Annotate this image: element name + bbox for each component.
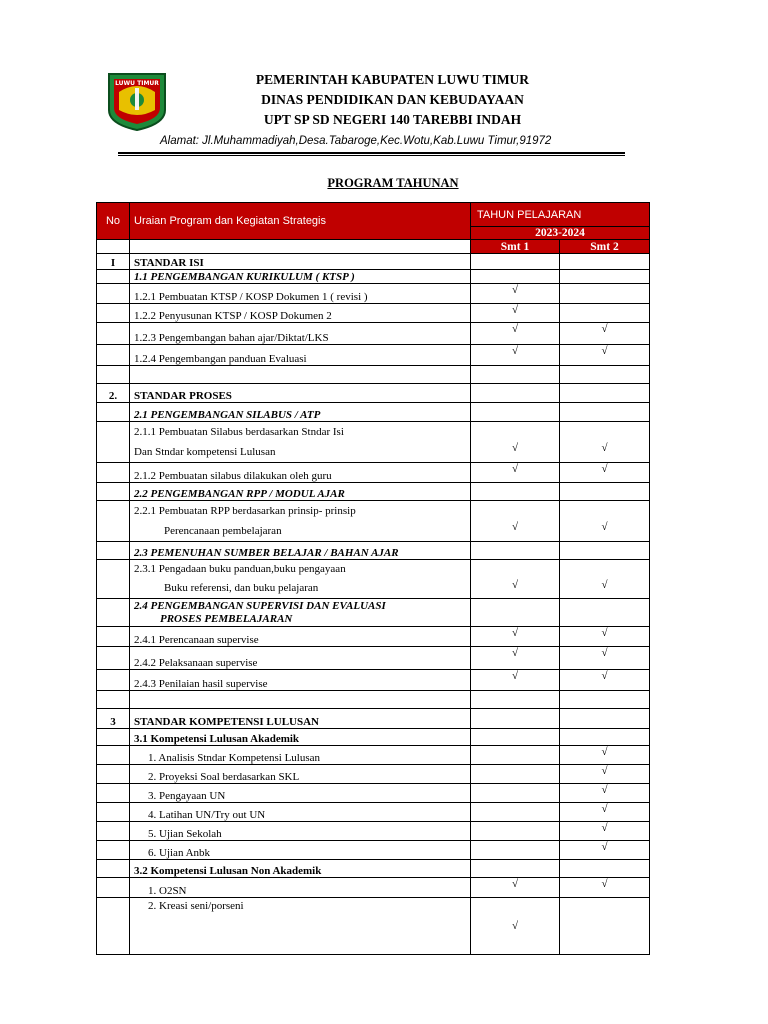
table-row: 1. O2SN √ √ <box>97 878 650 898</box>
table-row: 2.2.1 Pembuatan RPP berdasarkan prinsip- prinsip Perencanaan pembelajaran √ √ <box>97 501 650 542</box>
table-row: 2.4 PENGEMBANGAN SUPERVISI DAN EVALUASI PROSES PEMBELAJARAN <box>97 599 650 627</box>
check-smt1: √ <box>471 463 560 483</box>
check-smt1: √ <box>471 898 560 955</box>
check-smt2: √ <box>560 627 650 647</box>
table-row: I STANDAR ISI <box>97 254 650 270</box>
table-row: 2. Kreasi seni/porseni √ <box>97 898 650 955</box>
table-row: 2.4.1 Perencanaan supervise √ √ <box>97 627 650 647</box>
check-smt1: √ <box>471 323 560 345</box>
table-row: 2.1.1 Pembuatan Silabus berdasarkan Stndar Isi Dan Stndar kompetensi Lulusan √ √ <box>97 422 650 463</box>
check-smt2: √ <box>560 878 650 898</box>
luwu-timur-logo <box>105 70 169 132</box>
table-row: 2.2 PENGEMBANGAN RPP / MODUL AJAR <box>97 483 650 501</box>
check-smt1: √ <box>471 501 560 542</box>
header-address: Alamat: Jl.Muhammadiyah,Desa.Tabaroge,Kec.Wotu,Kab.Luwu Timur,91972 <box>160 135 552 147</box>
check-smt2: √ <box>560 323 650 345</box>
header-rule-thin <box>118 155 625 156</box>
check-smt1: √ <box>471 560 560 599</box>
table-row: 3.1 Kompetensi Lulusan Akademik <box>97 729 650 746</box>
header-rule <box>118 152 625 154</box>
table-row: 2. STANDAR PROSES <box>97 384 650 403</box>
table-row: 4. Latihan UN/Try out UN √ <box>97 803 650 822</box>
col-header-smt1: Smt 1 <box>471 240 560 254</box>
table-row: 6. Ujian Anbk √ <box>97 841 650 860</box>
col-header-year: 2023-2024 <box>471 227 650 240</box>
check-smt2: √ <box>560 345 650 366</box>
svg-text:LUWU TIMUR: LUWU TIMUR <box>115 80 159 87</box>
check-smt1: √ <box>471 422 560 463</box>
check-smt2: √ <box>560 841 650 860</box>
table-row: 2.4.2 Pelaksanaan supervise √ √ <box>97 647 650 670</box>
check-smt2: √ <box>560 784 650 803</box>
header-line-3: UPT SP SD NEGERI 140 TAREBBI INDAH <box>263 112 522 127</box>
check-smt2: √ <box>560 463 650 483</box>
table-row: 2.4.3 Penilaian hasil supervise √ √ <box>97 670 650 691</box>
document-title: PROGRAM TAHUNAN <box>327 176 459 190</box>
col-header-smt2: Smt 2 <box>560 240 650 254</box>
header-line-2: DINAS PENDIDIKAN DAN KEBUDAYAAN <box>261 92 524 107</box>
check-smt1: √ <box>471 647 560 670</box>
table-row: 5. Ujian Sekolah √ <box>97 822 650 841</box>
table-row: 2. Proyeksi Soal berdasarkan SKL √ <box>97 765 650 784</box>
col-header-no: No <box>97 203 130 240</box>
table-row: 2.1.2 Pembuatan silabus dilakukan oleh guru √ √ <box>97 463 650 483</box>
check-smt2: √ <box>560 765 650 784</box>
table-row: 1.1 PENGEMBANGAN KURIKULUM ( KTSP ) <box>97 270 650 284</box>
table-row: 2.3 PEMENUHAN SUMBER BELAJAR / BAHAN AJAR <box>97 542 650 560</box>
table-row: 1.2.3 Pengembangan bahan ajar/Diktat/LKS √ √ <box>97 323 650 345</box>
table-row: 3.2 Kompetensi Lulusan Non Akademik <box>97 860 650 878</box>
check-smt2: √ <box>560 746 650 765</box>
table-row: 3. Pengayaan UN √ <box>97 784 650 803</box>
check-smt1: √ <box>471 345 560 366</box>
check-smt1: √ <box>471 304 560 323</box>
table-row: 2.3.1 Pengadaan buku panduan,buku pengayaan Buku referensi, dan buku pelajaran √ √ <box>97 560 650 599</box>
check-smt2: √ <box>560 422 650 463</box>
table-row: 1. Analisis Stndar Kompetensi Lulusan √ <box>97 746 650 765</box>
check-smt2: √ <box>560 670 650 691</box>
table-row: 1.2.1 Pembuatan KTSP / KOSP Dokumen 1 ( revisi ) √ <box>97 284 650 304</box>
check-smt2: √ <box>560 803 650 822</box>
check-smt1: √ <box>471 627 560 647</box>
table-row: 1.2.4 Pengembangan panduan Evaluasi √ √ <box>97 345 650 366</box>
col-header-program: Uraian Program dan Kegiatan Strategis <box>130 203 471 240</box>
table-row: 1.2.2 Penyusunan KTSP / KOSP Dokumen 2 √ <box>97 304 650 323</box>
check-smt1: √ <box>471 878 560 898</box>
check-smt1: √ <box>471 284 560 304</box>
check-smt2: √ <box>560 560 650 599</box>
program-table <box>96 202 650 955</box>
check-smt2: √ <box>560 647 650 670</box>
table-row: 3 STANDAR KOMPETENSI LULUSAN <box>97 709 650 729</box>
check-smt1: √ <box>471 670 560 691</box>
col-header-year-label: TAHUN PELAJARAN <box>471 203 650 227</box>
check-smt2: √ <box>560 501 650 542</box>
table-row: 2.1 PENGEMBANGAN SILABUS / ATP <box>97 403 650 422</box>
header-line-1: PEMERINTAH KABUPATEN LUWU TIMUR <box>255 72 530 87</box>
check-smt2: √ <box>560 822 650 841</box>
